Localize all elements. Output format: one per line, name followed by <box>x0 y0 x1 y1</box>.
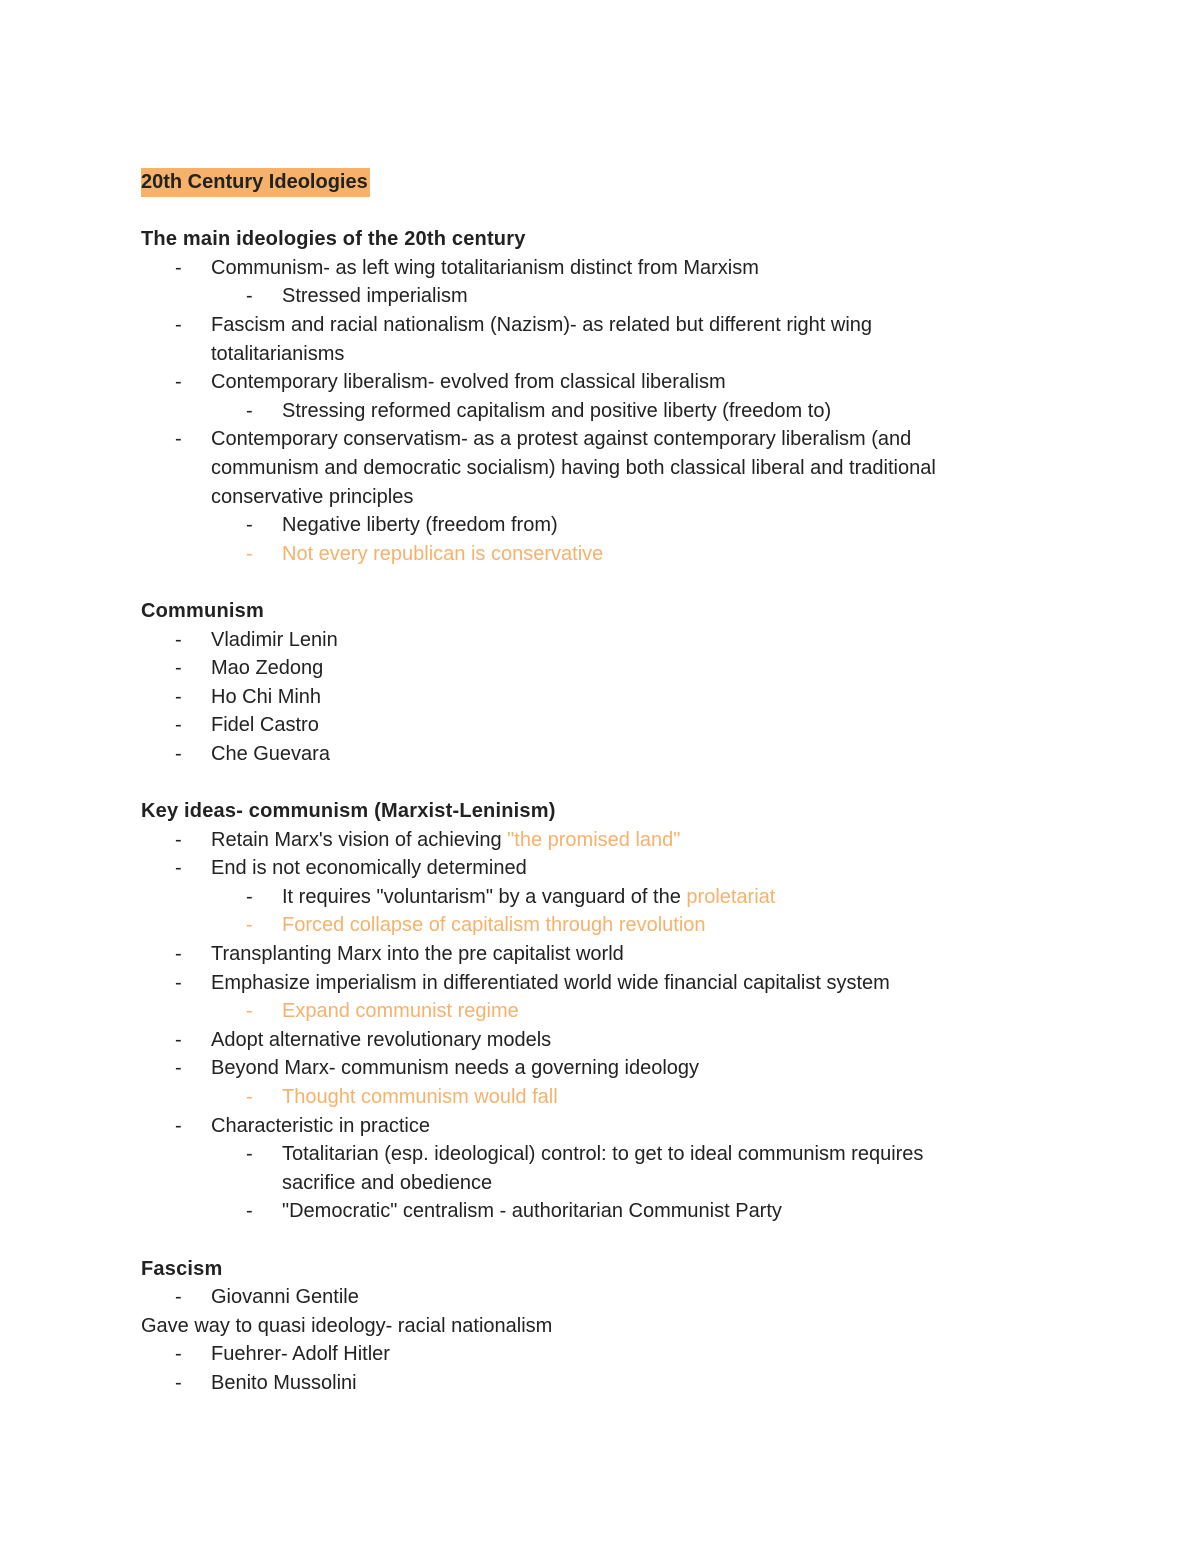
list-item-text: Characteristic in practice <box>211 1114 430 1137</box>
bullet-dash: - <box>246 514 253 537</box>
bullet-dash: - <box>246 542 253 565</box>
spacer <box>141 1226 1041 1255</box>
list-item-text: Totalitarian (esp. ideological) control: to get to ideal communism requires sacrifice and obedience <box>282 1143 924 1194</box>
list-item-nested <box>141 540 1041 569</box>
bullet-dash: - <box>175 1343 182 1366</box>
list-item-text: Contemporary conservatism- as a protest against contemporary liberalism (and communism and democratic socialism) having both classical liberal and traditional conservative principles <box>211 428 936 508</box>
list-item-nested <box>141 1197 1041 1226</box>
bullet-dash: - <box>175 943 182 966</box>
list-item-text: Fascism and racial nationalism (Nazism)- as related but different right wing totalitarianisms <box>211 313 873 365</box>
list-item-text: Emphasize imperialism in differentiated world wide financial capitalist system <box>211 971 890 994</box>
accent-text: proletariat <box>686 885 776 908</box>
list-item-text: "Democratic" centralism - authoritarian Communist Party <box>282 1200 782 1223</box>
bullet-dash: - <box>175 971 182 994</box>
list-item <box>141 1369 1041 1398</box>
list-item-text: Expand communist regime <box>282 1000 519 1023</box>
list-item-text: Adopt alternative revolutionary models <box>211 1028 552 1051</box>
bullet-dash: - <box>246 1086 253 1108</box>
list-item-text: Thought communism would fall <box>282 1086 558 1108</box>
list-item <box>141 683 1041 712</box>
bullet-dash: - <box>175 371 182 394</box>
bullet-dash: - <box>175 313 182 336</box>
bullet-dash: - <box>175 685 182 708</box>
bullet-dash: - <box>246 285 253 308</box>
list-item-nested <box>141 911 1041 940</box>
bullet-dash: - <box>175 628 182 651</box>
list-item-text: Not every republican is conservative <box>282 542 604 565</box>
bullet-dash: - <box>175 1371 182 1394</box>
bullet-dash: - <box>175 857 182 880</box>
list-item <box>141 940 1041 969</box>
list-item-nested <box>141 511 1041 540</box>
section-heading-communism: Communism <box>141 599 264 622</box>
list-item-text: Vladimir Lenin <box>211 628 338 651</box>
bullet-dash: - <box>175 1057 182 1080</box>
list-item <box>141 826 1041 855</box>
bullet-dash: - <box>175 1114 182 1137</box>
list-item <box>141 1283 1041 1312</box>
list-item-text: Fuehrer- Adolf Hitler <box>211 1343 390 1366</box>
list-item-text: It requires "voluntarism" by a vanguard of the <box>282 885 687 908</box>
spacer <box>141 197 1041 226</box>
document-title: 20th Century Ideologies <box>141 168 370 197</box>
bullet-dash: - <box>246 1200 253 1223</box>
list-item-text: Stressing reformed capitalism and positive liberty (freedom to) <box>282 399 832 422</box>
list-item <box>141 654 1041 683</box>
bullet-dash: - <box>246 1143 253 1166</box>
list-item <box>141 368 1041 397</box>
list-item <box>141 626 1041 655</box>
list-item <box>141 1112 1041 1141</box>
bullet-dash: - <box>175 1028 182 1051</box>
accent-text: "the promised land" <box>507 828 681 851</box>
list-item-text: Giovanni Gentile <box>211 1286 359 1309</box>
bullet-dash: - <box>246 1000 253 1023</box>
list-item <box>141 1026 1041 1055</box>
list-item-nested <box>141 997 1041 1026</box>
list-item <box>141 711 1041 740</box>
title-line <box>141 168 1041 197</box>
list-item-text: Forced collapse of capitalism through revolution <box>282 914 706 937</box>
list-item <box>141 311 931 368</box>
list-item-text: End is not economically determined <box>211 857 527 880</box>
list-item <box>141 969 1041 998</box>
document-body <box>141 168 1041 1398</box>
list-item-text: Ho Chi Minh <box>211 685 322 708</box>
list-item-text: Mao Zedong <box>211 657 324 680</box>
list-item <box>141 254 1041 283</box>
paragraph: Gave way to quasi ideology- racial nationalism <box>141 1314 553 1337</box>
list-item <box>141 854 1041 883</box>
list-item-text: Benito Mussolini <box>211 1371 357 1394</box>
list-item-nested <box>141 282 1041 311</box>
list-item-text: Contemporary liberalism- evolved from classical liberalism <box>211 371 726 394</box>
spacer <box>141 768 1041 797</box>
section-heading-key-ideas: Key ideas- communism (Marxist-Leninism) <box>141 800 556 823</box>
bullet-dash: - <box>175 657 182 680</box>
bullet-dash: - <box>175 1286 182 1309</box>
list-item-nested <box>141 1140 1002 1197</box>
list-item-text: Che Guevara <box>211 742 330 765</box>
bullet-dash: - <box>175 428 182 451</box>
list-item-text: Stressed imperialism <box>282 285 468 308</box>
list-item <box>141 425 1001 511</box>
section-heading-main: The main ideologies of the 20th century <box>141 228 526 251</box>
bullet-dash: - <box>246 885 253 908</box>
list-item-nested <box>141 397 1041 426</box>
list-item-text: Communism- as left wing totalitarianism distinct from Marxism <box>211 256 759 279</box>
list-item-text: Negative liberty (freedom from) <box>282 514 558 537</box>
bullet-dash: - <box>246 914 253 937</box>
list-item <box>141 1054 1041 1083</box>
spacer <box>141 568 1041 597</box>
bullet-dash: - <box>175 256 182 279</box>
list-item-text: Beyond Marx- communism needs a governing ideology <box>211 1057 700 1080</box>
list-item-text: Fidel Castro <box>211 714 319 737</box>
list-item-text: Retain Marx's vision of achieving <box>211 828 508 851</box>
list-item-nested <box>141 883 1041 912</box>
list-item-text: Transplanting Marx into the pre capitalist world <box>211 943 624 966</box>
bullet-dash: - <box>175 828 182 851</box>
list-item <box>141 740 1041 769</box>
bullet-dash: - <box>175 714 182 737</box>
bullet-dash: - <box>175 742 182 765</box>
list-item-nested <box>141 1083 1041 1112</box>
list-item <box>141 1340 1041 1369</box>
section-heading-fascism: Fascism <box>141 1257 223 1280</box>
bullet-dash: - <box>246 399 253 422</box>
